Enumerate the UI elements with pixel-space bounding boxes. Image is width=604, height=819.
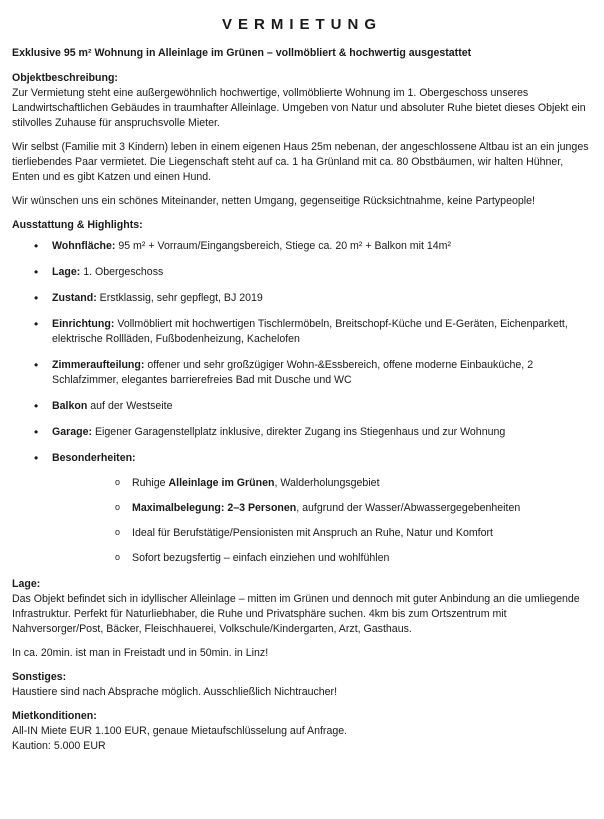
item-text: Vollmöbliert mit hochwertigen Tischlermöbeln, Breitschopf-Küche und E-Geräten, Eichenparkett, elektrische Rollläden, Fußbodenheizung, Kachelofen [52, 318, 568, 345]
list-item [12, 239, 592, 254]
objekt-paragraph-3: Wir wünschen uns ein schönes Miteinander, netten Umgang, gegenseitige Rücksichtnahme, keine Partypeople! [12, 195, 535, 207]
list-item [12, 425, 592, 440]
sub-list-item [52, 501, 592, 516]
item-label: Zimmeraufteilung: [52, 359, 145, 371]
sub-text: , aufgrund der Wasser/Abwassergegebenheiten [296, 502, 521, 514]
list-item [12, 451, 592, 566]
list-item [12, 399, 592, 414]
lage-paragraph-2: In ca. 20min. ist man in Freistadt und in 50min. in Linz! [12, 647, 269, 659]
page-title: VERMIETUNG [221, 16, 382, 33]
ausstattung-list [12, 239, 592, 566]
sub-text: , Walderholungsgebiet [274, 477, 380, 489]
item-label: Lage: [52, 266, 81, 278]
subtitle: Exklusive 95 m² Wohnung in Alleinlage im Grünen – vollmöbliert & hochwertig ausgestattet [12, 47, 472, 59]
miete-heading: Mietkonditionen: [12, 710, 97, 722]
sonstiges-paragraph: Haustiere sind nach Absprache möglich. Ausschließlich Nichtraucher! [12, 686, 338, 698]
sub-bold-text: Alleinlage im Grünen [168, 477, 275, 489]
item-label: Garage: [52, 426, 93, 438]
item-text: auf der Westseite [87, 400, 173, 412]
ausstattung-heading: Ausstattung & Highlights: [12, 219, 143, 231]
item-label: Wohnfläche: [52, 240, 116, 252]
sub-list-item [52, 526, 592, 541]
sub-text: Ruhige [132, 477, 169, 489]
objekt-paragraph-1: Zur Vermietung steht eine außergewöhnlich hochwertige, vollmöblierte Wohnung im 1. Obergeschoss unseres Landwirtschaftlichen Gebäudes in traumhafter Alleinlage. Umgeben von Natur und absoluter Ruhe bietet dieses Objekt ein stilvolles Zuhause für anspruchsvolle Mieter. [12, 87, 586, 129]
lage-paragraph-1: Das Objekt befindet sich in idyllischer Alleinlage – mitten im Grünen und dennoch mit guter Anbindung an die umliegende Infrastruktur. Perfekt für Naturliebhaber, die Ruhe und Privatsphäre suchen. 4km bis zum Ortszentrum mit Nahversorger/Post, Bäcker, Fleischhauerei, Volkschule/Kindergarten, Arzt, Gasthaus. [12, 593, 580, 635]
list-item [12, 358, 592, 388]
miete-line-1: All-IN Miete EUR 1.100 EUR, genaue Mietaufschlüsselung auf Anfrage. [12, 725, 348, 737]
list-item [12, 317, 592, 347]
item-label: Besonderheiten: [52, 452, 136, 464]
sub-list-item [52, 551, 592, 566]
miete-line-2: Kaution: 5.000 EUR [12, 740, 106, 752]
sub-text: Ideal für Berufstätige/Pensionisten mit Anspruch an Ruhe, Natur und Komfort [132, 527, 493, 539]
item-label: Balkon [52, 400, 88, 412]
sonstiges-heading: Sonstiges: [12, 671, 67, 683]
item-text: 1. Obergeschoss [80, 266, 164, 278]
besonderheiten-list [52, 476, 592, 566]
objekt-heading: Objektbeschreibung: [12, 72, 118, 84]
list-item [12, 265, 592, 280]
item-text: Erstklassig, sehr gepflegt, BJ 2019 [96, 292, 263, 304]
item-label: Zustand: [52, 292, 97, 304]
sub-bold-text: Maximalbelegung: 2–3 Personen [132, 502, 297, 514]
item-text: offener und sehr großzügiger Wohn-&Essbereich, offene moderne Einbauküche, 2 Schlafzimmer, elegantes barrierefreies Bad mit Dusche und WC [52, 359, 534, 386]
sub-text: Sofort bezugsfertig – einfach einziehen und wohlfühlen [132, 552, 390, 564]
item-label: Einrichtung: [52, 318, 115, 330]
objekt-paragraph-2: Wir selbst (Familie mit 3 Kindern) leben in einem eigenen Haus 25m nebenan, der angeschlossene Altbau ist an ein junges tierliebendes Paar vermietet. Die Liegenschaft steht auf ca. 1 ha Grünland mit ca. 80 Obstbäumen, wir halten Hühner, Enten und es gibt Katzen und einen Hund. [12, 141, 589, 183]
sub-list-item [52, 476, 592, 491]
list-item [12, 291, 592, 306]
lage-heading: Lage: [12, 578, 41, 590]
item-text: Eigener Garagenstellplatz inklusive, direkter Zugang ins Stiegenhaus und zur Wohnung [92, 426, 506, 438]
item-text: 95 m² + Vorraum/Eingangsbereich, Stiege ca. 20 m² + Balkon mit 14m² [115, 240, 452, 252]
